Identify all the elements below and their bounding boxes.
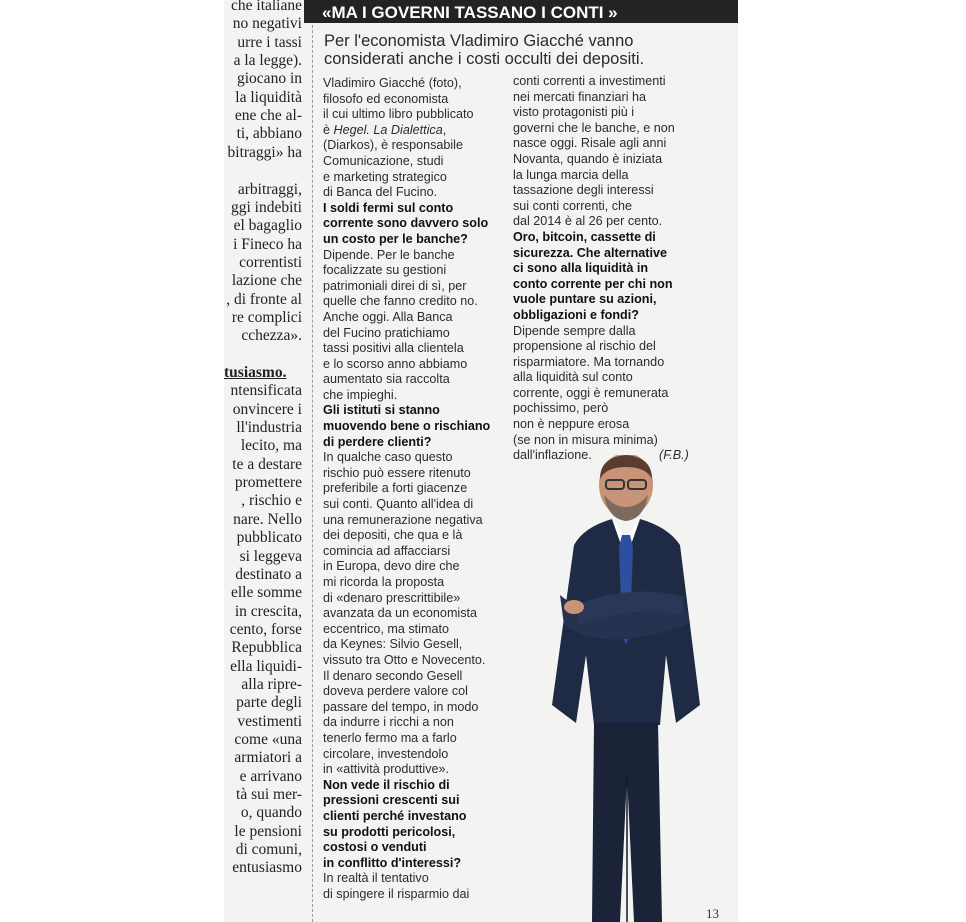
- question-line: Oro, bitcoin, cassette di: [513, 229, 656, 244]
- answer-line: Dipende sempre dalla: [513, 323, 636, 338]
- magazine-page: [224, 0, 738, 922]
- hand-shape: [564, 600, 584, 614]
- answer-line: e marketing strategico: [323, 169, 447, 184]
- text-line-fragment: destinato a: [235, 565, 302, 583]
- question-line: clienti perché investano: [323, 808, 467, 823]
- question-line: ci sono alla liquidità in: [513, 261, 649, 276]
- text-line-fragment: che italiane: [231, 0, 302, 14]
- answer-line: Il denaro secondo Gesell: [323, 668, 463, 683]
- column-divider: [312, 0, 313, 922]
- answer-line: sui conti correnti, che: [513, 198, 632, 213]
- answer-line: tassi positivi alla clientela: [323, 341, 464, 356]
- answer-line: mi ricorda la proposta: [323, 575, 445, 589]
- question-line: vuole puntare su azioni,: [513, 292, 657, 307]
- answer-line: Novanta, quando è iniziata: [513, 151, 663, 166]
- text-line-fragment: armiatori a: [234, 749, 302, 767]
- question-line: Gli istituti si stanno: [323, 403, 440, 418]
- question-line: in conflitto d'interessi?: [323, 855, 462, 870]
- text-line-fragment: la liquidità: [235, 88, 302, 106]
- article-column-2: [513, 74, 689, 464]
- answer-line: di Banca del Fucino.: [323, 185, 438, 200]
- answer-line: non è neppure erosa: [513, 417, 630, 432]
- answer-line: propensione al rischio del: [513, 339, 656, 354]
- answer-line: tassazione degli interessi: [513, 183, 654, 198]
- question-line: su prodotti pericolosi,: [323, 824, 456, 839]
- question-line: costosi o venduti: [323, 840, 427, 855]
- text-line-fragment: vestimenti: [237, 712, 302, 730]
- answer-line: in Europa, devo dire che: [323, 559, 460, 574]
- text-line-fragment: cchezza».: [241, 327, 302, 345]
- text-line-fragment: , rischio e: [241, 492, 302, 510]
- answer-line: conti correnti a investimenti: [513, 74, 666, 88]
- answer-line: sui conti. Quanto all'idea di: [323, 497, 474, 512]
- question-line: Non vede il rischio di: [323, 777, 450, 792]
- answer-line: In realtà il tentativo: [323, 871, 429, 886]
- answer-line: preferibile a forti giacenze: [323, 481, 468, 496]
- answer-line: la lunga marcia della: [513, 167, 629, 182]
- text-line-fragment: come «una: [234, 731, 302, 748]
- answer-line: che impieghi.: [323, 387, 398, 402]
- text-line-fragment: di comuni,: [235, 841, 302, 859]
- article-column-1: [323, 76, 490, 902]
- text-line-fragment: in crescita,: [234, 602, 302, 620]
- answer-line: è Hegel. La Dialettica,: [323, 122, 447, 137]
- text-line-fragment: re complici: [231, 308, 302, 326]
- answer-line: in «attività produttive».: [323, 762, 450, 777]
- text-line-fragment: , di fronte al: [226, 290, 302, 308]
- answer-line: quelle che fanno credito no.: [323, 294, 478, 309]
- answer-line: In qualche caso questo: [323, 450, 453, 465]
- question-line: un costo per le banche?: [323, 231, 468, 246]
- question-line: corrente sono davvero solo: [323, 216, 489, 231]
- text-line-fragment: ll'industria: [236, 419, 302, 437]
- question-line: di perdere clienti?: [323, 434, 432, 449]
- book-title: Hegel. La Dialettica: [333, 122, 443, 137]
- answer-line: Comunicazione, studi: [323, 153, 444, 168]
- text-line-fragment: correntisti: [239, 253, 302, 271]
- text-line-fragment: e arrivano: [239, 767, 302, 785]
- answer-line: di «denaro prescrittibile»: [323, 590, 461, 605]
- text-line-fragment: tà sui mer-: [236, 786, 302, 804]
- answer-line: doveva perdere valore col: [323, 684, 468, 699]
- article-subtitle: [324, 32, 734, 68]
- text-line-fragment: ggi indebiti: [230, 198, 302, 216]
- answer-line: dal 2014 è al 26 per cento.: [513, 214, 663, 229]
- text-line-fragment: ene che al-: [234, 107, 302, 125]
- answer-line: di spingere il risparmio dai: [323, 886, 470, 901]
- text-line-fragment: Repubblica: [231, 639, 302, 657]
- answer-line: del Fucino pratichiamo: [323, 325, 450, 340]
- text-line-fragment: arbitraggi,: [237, 180, 302, 198]
- answer-line: dei depositi, che qua e là: [323, 528, 463, 543]
- answer-line: risparmiatore. Ma tornando: [513, 354, 665, 369]
- text-line-fragment: parte degli: [236, 694, 302, 712]
- text-line-fragment: pubblicato: [236, 529, 302, 547]
- answer-line: Vladimiro Giacché (foto),: [323, 76, 462, 90]
- text-line-fragment: a la legge).: [233, 52, 302, 70]
- text-line-fragment: ella liquidi-: [230, 657, 302, 675]
- section-heading-fragment: tusiasmo.: [224, 364, 287, 381]
- text-line-fragment: bitraggi» ha: [227, 143, 302, 161]
- answer-line: dall'inflazione. (F.B.): [513, 448, 689, 463]
- answer-line: Anche oggi. Alla Banca: [323, 309, 453, 324]
- portrait-photo: [534, 455, 714, 922]
- answer-line: filosofo ed economista: [323, 91, 449, 106]
- text-line-fragment: elle somme: [230, 584, 302, 602]
- answer-line: circolare, investendolo: [323, 746, 449, 761]
- previous-column-fragment: [224, 0, 302, 922]
- answer-line: eccentrico, ma stimato: [323, 621, 449, 636]
- text-line-fragment: entusiasmo: [232, 859, 302, 877]
- answer-line: nei mercati finanziari ha: [513, 89, 646, 104]
- answer-line: aumentato sia raccolta: [323, 372, 450, 387]
- answer-line: patrimoniali direi di sì, per: [323, 278, 467, 293]
- text-line-fragment: i Fineco ha: [233, 235, 302, 253]
- answer-line: e lo scorso anno abbiamo: [323, 356, 468, 371]
- answer-line: pochissimo, però: [513, 401, 609, 416]
- text-line-fragment: no negativi: [232, 15, 302, 33]
- question-line: conto corrente per chi non: [513, 276, 673, 291]
- answer-line: Dipende. Per le banche: [323, 247, 455, 262]
- answer-line: (Diarkos), è responsabile: [323, 138, 463, 153]
- text-line-fragment: te a destare: [232, 455, 302, 473]
- article-title: «MA I GOVERNI TASSANO I CONTI »: [304, 0, 738, 23]
- answer-line: vissuto tra Otto e Novecento.: [323, 652, 486, 667]
- answer-line: da indurre i ricchi a non: [323, 715, 454, 730]
- text-line-fragment: si leggeva: [239, 547, 302, 565]
- answer-line: visto protagonisti più i: [513, 105, 635, 120]
- question-line: pressioni crescenti sui: [323, 793, 460, 808]
- answer-line: alla liquidità sul conto: [513, 370, 633, 385]
- answer-line: nasce oggi. Risale agli anni: [513, 136, 667, 151]
- answer-line: una remunerazione negativa: [323, 512, 483, 527]
- page-number: 13: [706, 906, 719, 921]
- text-line-fragment: ntensificata: [230, 382, 302, 400]
- author-signature: (F.B.): [659, 448, 689, 463]
- text-line-fragment: nare. Nello: [233, 510, 302, 528]
- answer-line: da Keynes: Silvio Gesell,: [323, 637, 463, 652]
- text-line-fragment: onvincere i: [232, 400, 302, 418]
- text-line-fragment: lecito, ma: [240, 437, 302, 455]
- question-line: sicurezza. Che alternative: [513, 245, 667, 260]
- answer-line: avanzata da un economista: [323, 606, 478, 621]
- text-line-fragment: giocano in: [237, 70, 302, 88]
- answer-line: focalizzate su gestioni: [323, 263, 447, 278]
- text-line-fragment: le pensioni: [234, 822, 302, 840]
- text-line-fragment: lazione che: [231, 272, 302, 290]
- answer-line: governi che le banche, e non: [513, 120, 675, 135]
- subtitle-line: considerati anche i costi occulti dei depositi.: [324, 50, 645, 68]
- text-line-fragment: alla ripre-: [241, 675, 302, 693]
- question-line: I soldi fermi sul conto: [323, 200, 454, 215]
- answer-line: tenerlo fermo ma a farlo: [323, 730, 457, 745]
- answer-line: rischio può essere ritenuto: [323, 465, 471, 480]
- answer-line: (se non in misura minima): [513, 432, 658, 447]
- text-line-fragment: promettere: [234, 474, 302, 492]
- text-line-fragment: ti, abbiano: [236, 125, 302, 143]
- question-line: obbligazioni e fondi?: [513, 307, 639, 322]
- question-line: muovendo bene o rischiano: [323, 419, 491, 434]
- answer-line: corrente, oggi è remunerata: [513, 385, 669, 400]
- text-line-fragment: el bagaglio: [233, 217, 302, 235]
- subtitle-line: Per l'economista Vladimiro Giacché vanno: [324, 32, 634, 50]
- answer-line: il cui ultimo libro pubblicato: [323, 107, 474, 122]
- answer-line: comincia ad affacciarsi: [323, 543, 451, 558]
- text-line-fragment: urre i tassi: [237, 33, 302, 51]
- text-line-fragment: cento, forse: [229, 620, 302, 638]
- text-line-fragment: o, quando: [240, 804, 302, 822]
- answer-line: passare del tempo, in modo: [323, 699, 479, 714]
